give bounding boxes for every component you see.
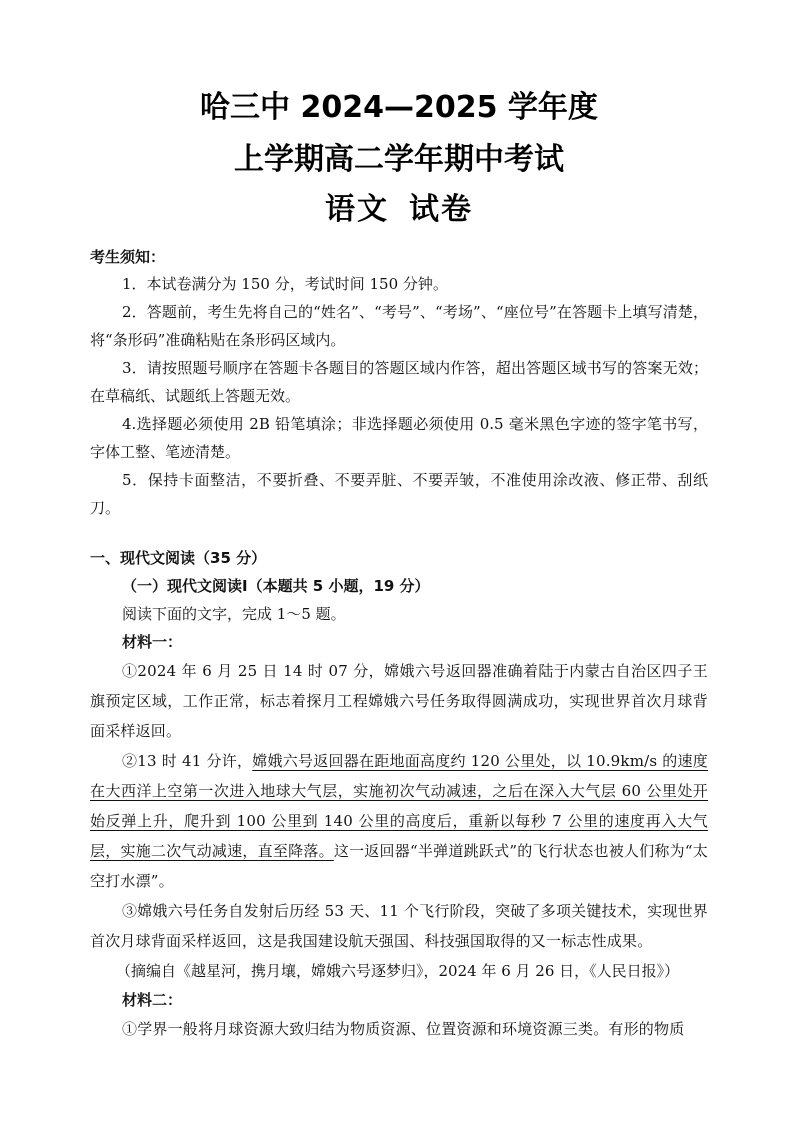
- subject-name: 语文: [325, 192, 389, 227]
- exam-subject-title: [90, 190, 708, 230]
- paragraph-2-suffix: 这一返回器“半弹道跳跃式”的飞行状态也被人们称为“太空打水漂”。: [90, 842, 708, 890]
- material-one-paragraph-2: [90, 746, 708, 896]
- notice-heading: 考生须知：: [90, 248, 166, 266]
- exam-title-line2: 上学期高二学年期中考试: [234, 142, 564, 177]
- notice-item-1: 1．本试卷满分为 150 分，考试时间 150 分钟。: [122, 275, 448, 293]
- material-one-paragraph-1: ①2024 年 6 月 25 日 14 时 07 分，嫦娥六号返回器准确着陆于内蒙古自治区四子王旗预定区域，工作正常，标志着探月工程嫦娥六号任务取得圆满成功，实现世界首次月球背面采样返回。: [90, 662, 708, 740]
- notice-item-4: 4.选择题必须使用 2B 铅笔填涂；非选择题必须使用 0.5 毫米黑色字迹的签字笔书写，字体工整、笔迹清楚。: [90, 415, 708, 461]
- material-two-label: 材料二：: [122, 991, 183, 1009]
- underlined-passage: 嫦娥六号返回器在距地面高度约 120 公里处，以 10.9km/s 的速度在大西洋上空第一次进入地球大气层，实施初次气动减速，之后在深入大气层 60 公里处开始反弹上升，爬升到 100 公里到 140 公里的高度后，重新以每秒 7 公里的速度再入大气层，实施二次气动减速，直至降落。: [90, 752, 708, 860]
- notice-item-3: 3．请按照题号顺序在答题卡各题目的答题区域内作答，超出答题区域书写的答案无效；在草稿纸、试题纸上答题无效。: [90, 359, 708, 405]
- paragraph-2-prefix: ②13 时 41 分许，: [122, 752, 253, 770]
- subsection-heading: （一）现代文阅读Ⅰ（本题共 5 小题，19 分）: [122, 577, 430, 595]
- notice-item-5: 5．保持卡面整洁，不要折叠、不要弄脏、不要弄皱，不准使用涂改液、修正带、刮纸刀。: [90, 471, 708, 517]
- paper-label: 试卷: [409, 192, 473, 227]
- material-one-source: （摘编自《越星河，携月壤，嫦娥六号逐梦归》，2024 年 6 月 26 日，《人民日报》）: [116, 962, 680, 980]
- material-one-paragraph-3: ③嫦娥六号任务自发射后历经 53 天、11 个飞行阶段，突破了多项关键技术，实现世界首次月球背面采样返回，这是我国建设航天强国、科技强国取得的又一标志性成果。: [90, 902, 708, 950]
- reading-instruction: 阅读下面的文字，完成 1～5 题。: [122, 605, 346, 623]
- material-one-label: 材料一：: [122, 633, 183, 651]
- notice-item-2: 2．答题前，考生先将自己的“姓名”、“考号”、“考场”、“座位号”在答题卡上填写清楚，将“条形码”准确粘贴在条形码区域内。: [90, 303, 708, 349]
- section-heading: 一、现代文阅读（35 分）: [90, 549, 267, 567]
- exam-title-line1: 哈三中 2024—2025 学年度: [200, 90, 598, 125]
- material-two-paragraph-1: ①学界一般将月球资源大致归结为物质资源、位置资源和环境资源三类。有形的物质: [122, 1020, 685, 1038]
